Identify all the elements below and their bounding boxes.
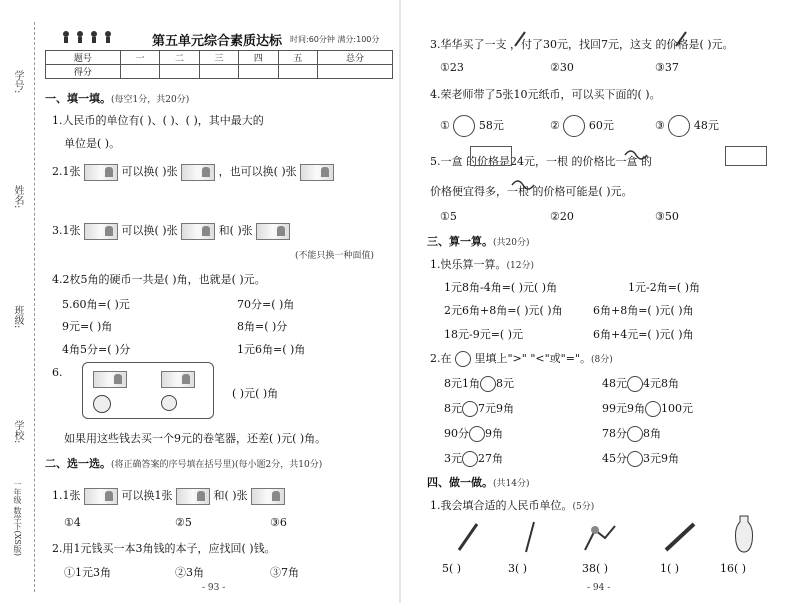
volleyball-icon [668, 115, 690, 137]
banknote-20-icon [300, 164, 334, 181]
banknote-50-icon [176, 488, 210, 505]
pen-icon [520, 520, 540, 557]
question-6-text: 如果用这些钱去买一个9元的卷笔器，还差( )元( )角。 [64, 432, 327, 445]
unit-blank[interactable]: 3( ) [508, 562, 528, 575]
compare-item [602, 400, 693, 417]
banknote-1-icon [161, 371, 195, 388]
money-box [82, 362, 214, 419]
section-heading: 三、算一算。 [427, 235, 493, 248]
sub-note: (5分) [572, 502, 595, 512]
banknote-1-icon [256, 223, 290, 240]
score-cell[interactable] [278, 65, 317, 79]
option-price: 58元 [478, 119, 504, 132]
cmp-left: 78分 [602, 427, 627, 440]
section-1-header [45, 90, 189, 106]
cmp-left: 45分 [602, 452, 627, 465]
page-number: - 94 - [587, 583, 611, 593]
q3-text: 和( )张 [218, 224, 253, 237]
cmp-right: 4元8角 [643, 377, 679, 390]
question-1a: 1.人民币的单位有( )、( )、( )，其中最大的 [52, 114, 264, 127]
score-row [46, 65, 393, 79]
unit-blank[interactable]: 5( ) [442, 562, 462, 575]
s2q1-text: 和( )张 [213, 489, 248, 502]
toy-icon [580, 520, 620, 557]
q3-text: 可以换( )张 [121, 224, 178, 237]
s3-sub2 [430, 350, 613, 367]
option[interactable]: ③50 [655, 210, 679, 223]
option[interactable]: ③7角 [270, 566, 299, 579]
question-6-answer: ( )元( )角 [232, 387, 279, 400]
banknote-5-icon [181, 223, 215, 240]
compare-circle[interactable] [627, 451, 643, 467]
banknote-5-icon [93, 371, 127, 388]
score-cell[interactable] [318, 65, 393, 79]
option[interactable]: ③37 [655, 61, 679, 74]
section-note: (共20分) [493, 238, 530, 248]
s3-sub1 [430, 256, 534, 272]
sub-heading: 里填上">" "<"或"="。 [474, 352, 592, 365]
cmp-left: 3元 [444, 452, 462, 465]
compare-circle[interactable] [645, 401, 661, 417]
option[interactable]: ①23 [440, 61, 464, 74]
banknote-100-icon [84, 164, 118, 181]
margin-label-school: 学校: [12, 420, 23, 444]
pencil-icon [455, 520, 481, 557]
margin-label-class: 班级: [12, 305, 23, 329]
sub-note: (12分) [506, 261, 534, 271]
page-number: - 93 - [202, 583, 226, 593]
calc-item: 2元6角+8角=( )元( )角 [444, 304, 563, 317]
score-cell[interactable] [120, 65, 159, 79]
unit-blank[interactable]: 1( ) [660, 562, 680, 575]
cmp-right: 7元9角 [478, 402, 514, 415]
sub-heading: 1.我会填合适的人民币单位。 [430, 499, 573, 512]
compare-item [602, 375, 679, 392]
time-score-info: 时间:60分钟 满分:100分 [290, 35, 380, 44]
table-row-label: 得分 [46, 65, 121, 79]
option-1[interactable] [440, 115, 504, 137]
compare-item [444, 400, 514, 417]
option-price: 48元 [693, 119, 719, 132]
calc-item: 6角+8角=( )元( )角 [593, 304, 694, 317]
calc-item: 18元-9元=( )元 [444, 328, 524, 341]
unit-blank[interactable]: 16( ) [720, 562, 747, 575]
q3-text: 3.1张 [52, 224, 81, 237]
question-5-row: 5.60角=( )元 [62, 298, 130, 311]
option-marker: ③ [655, 119, 665, 132]
circle-icon [455, 351, 471, 367]
football-icon [563, 115, 585, 137]
table-header: 五 [278, 51, 317, 65]
pencil-box-icon [725, 146, 767, 166]
option-3[interactable] [655, 115, 719, 137]
question-1b: 单位是( )。 [64, 137, 121, 150]
rope-icon [623, 146, 649, 164]
question-5-row: 70分=( )角 [237, 298, 295, 311]
section-4-header [427, 474, 529, 490]
cmp-right: 3元9角 [643, 452, 679, 465]
compare-item [602, 425, 661, 442]
table-header: 三 [199, 51, 238, 65]
page-title: 第五单元综合素质达标 [152, 34, 283, 49]
score-cell[interactable] [199, 65, 238, 79]
s2-question-2: 2.用1元钱买一本3角钱的本子，应找回( )钱。 [52, 542, 276, 555]
score-cell[interactable] [239, 65, 278, 79]
coin-icon [161, 395, 177, 411]
section-2-header [45, 455, 322, 471]
banknote-10-icon [251, 488, 285, 505]
q2-text: 可以换( )张 [121, 165, 178, 178]
sub-heading: 1.快乐算一算。 [430, 258, 507, 271]
question-3 [52, 222, 290, 240]
question-5-row: 9元=( )角 [62, 320, 113, 333]
s2q1-text: 1.1张 [52, 489, 81, 502]
pencil-box-icon [470, 146, 512, 166]
section-3-header [427, 233, 529, 249]
cmp-left: 8元1角 [444, 377, 480, 390]
calc-item: 6角+4元=( )元( )角 [593, 328, 694, 341]
compare-item [602, 450, 679, 467]
option[interactable]: ①5 [440, 210, 457, 223]
s4-sub1 [430, 497, 594, 513]
option-2[interactable] [550, 115, 614, 137]
margin-label-name: 姓名: [12, 185, 23, 209]
rope-icon [510, 176, 536, 194]
score-header-row [46, 51, 393, 65]
compare-item [444, 375, 514, 392]
question-2 [52, 163, 334, 181]
cmp-right: 100元 [661, 402, 693, 415]
option-marker: ② [550, 119, 560, 132]
question-5a: 5.一盒 的价格是24元，一根 的价格比一盒 的 [430, 155, 652, 168]
compare-item [444, 450, 503, 467]
s2-question-1 [52, 487, 285, 505]
section-note: (每空1分，共20分) [111, 95, 190, 105]
pen-icon [673, 30, 689, 51]
banknote-100-icon [84, 488, 118, 505]
cmp-left: 48元 [602, 377, 627, 390]
score-cell[interactable] [160, 65, 199, 79]
question-5-row: 1元6角=( )角 [237, 343, 306, 356]
question-3: 3.华华买了一支 ，付了30元，找回7元，这支 的价格是( )元。 [430, 38, 734, 51]
cmp-right: 8元 [496, 377, 514, 390]
question-5b: 价格便宜得多，一根 的价格可能是( )元。 [430, 185, 633, 198]
option[interactable]: ③6 [270, 516, 287, 529]
pen-icon [512, 30, 528, 51]
option-price: 60元 [588, 119, 614, 132]
option[interactable]: ②30 [550, 61, 574, 74]
option-marker: ① [440, 119, 450, 132]
cmp-right: 9角 [485, 427, 503, 440]
sub-heading: 2.在 [430, 352, 452, 365]
compare-circle[interactable] [462, 401, 478, 417]
section-heading: 四、做一做。 [427, 476, 493, 489]
compare-circle[interactable] [627, 376, 643, 392]
compare-circle[interactable] [480, 376, 496, 392]
option[interactable]: ①4 [64, 516, 81, 529]
table-header: 一 [120, 51, 159, 65]
right-page [400, 0, 800, 603]
sub-note: (8分) [591, 355, 613, 365]
question-4: 4.2枚5角的硬币一共是( )角，也就是( )元。 [52, 273, 266, 286]
question-6-label: 6. [52, 366, 63, 379]
q2-text: ，也可以换( )张 [218, 165, 297, 178]
coin-1-yuan-icon [93, 395, 111, 413]
ruler-icon [662, 520, 698, 557]
s2q1-text: 可以换1张 [121, 489, 173, 502]
banknote-20-icon [84, 223, 118, 240]
option[interactable]: ②20 [550, 210, 574, 223]
calc-item: 1元-2角=( )角 [628, 281, 701, 294]
banknote-50-icon [181, 164, 215, 181]
compare-circle[interactable] [627, 426, 643, 442]
section-note: (共14分) [493, 479, 530, 489]
compare-circle[interactable] [462, 451, 478, 467]
question-4: 4.荣老师带了5张10元纸币，可以买下面的( )。 [430, 88, 661, 101]
basketball-icon [453, 115, 475, 137]
binding-line [34, 22, 35, 592]
option[interactable]: ②5 [175, 516, 192, 529]
table-header: 二 [160, 51, 199, 65]
score-table [45, 50, 393, 79]
table-header: 四 [239, 51, 278, 65]
option[interactable]: ②3角 [175, 566, 204, 579]
cmp-right: 27角 [478, 452, 503, 465]
section-note: (将正确答案的序号填在括号里)(每小题2分，共10分) [111, 460, 323, 470]
section-heading: 一、填一填。 [45, 92, 111, 105]
question-5-row: 4角5分=( )分 [62, 343, 131, 356]
decoration-icon [60, 30, 120, 44]
question-3-note: (不能只换一种面值) [295, 251, 375, 261]
table-header: 总分 [318, 51, 393, 65]
cmp-left: 99元9角 [602, 402, 645, 415]
q2-text: 2.1张 [52, 165, 81, 178]
compare-circle[interactable] [469, 426, 485, 442]
cmp-right: 8角 [643, 427, 661, 440]
section-heading: 二、选一选。 [45, 457, 111, 470]
vase-icon [732, 514, 756, 557]
margin-label-book: 一年级 数学下(XS版) [13, 480, 22, 556]
margin-label-id: 学号: [12, 70, 23, 94]
option[interactable]: ①1元3角 [64, 566, 111, 579]
calc-item: 1元8角-4角=( )元( )角 [444, 281, 558, 294]
cmp-left: 90分 [444, 427, 469, 440]
compare-item [444, 425, 503, 442]
cmp-left: 8元 [444, 402, 462, 415]
unit-blank[interactable]: 38( ) [582, 562, 609, 575]
table-header: 题号 [46, 51, 121, 65]
question-5-row: 8角=( )分 [237, 320, 288, 333]
